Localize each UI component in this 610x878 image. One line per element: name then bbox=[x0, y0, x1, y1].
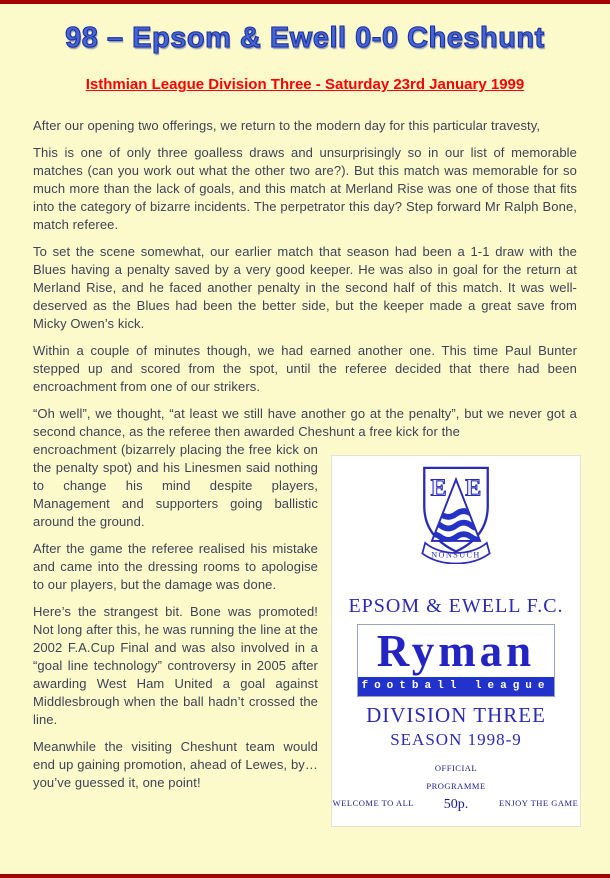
welcome-text: WELCOME TO ALL bbox=[332, 798, 414, 808]
paragraph: After our opening two offerings, we return to the modern day for this particular travesty, bbox=[33, 118, 541, 133]
crest-motto: NONSUCH bbox=[431, 550, 481, 560]
article-body bbox=[33, 117, 579, 812]
cover-footer bbox=[332, 759, 580, 814]
page-subtitle: Isthmian League Division Three - Saturday 23rd January 1999 bbox=[85, 76, 525, 93]
price-text: 50p. bbox=[443, 797, 469, 812]
paragraph: After the game the referee realised his mistake and came into the dressing rooms to apologise to our players, but the damage was done. bbox=[33, 541, 318, 592]
enjoy-text: ENJOY THE GAME bbox=[499, 798, 579, 808]
league-name: Ryman bbox=[376, 626, 536, 676]
svg-text:E: E bbox=[430, 475, 447, 502]
paragraph: Meanwhile the visiting Cheshunt team would end up gaining promotion, ahead of Lewes, by… you’ve guessed it, one point! bbox=[33, 739, 318, 790]
paragraph: Within a couple of minutes though, we had earned another one. This time Paul Bunter stepped up and scored from the spot, until the referee decided that there had been encroachment from one of our strikers. bbox=[33, 343, 577, 394]
division-label: DIVISION THREE bbox=[366, 703, 546, 727]
page-title: 98 – Epsom & Ewell 0-0 Cheshunt bbox=[65, 22, 545, 54]
bottom-divider-bar bbox=[0, 874, 610, 878]
paragraph: “Oh well”, we thought, “at least we still have another go at the penalty”, but we never got a second chance, as the referee then awarded Cheshunt a free kick for the bbox=[33, 406, 577, 439]
top-divider-bar bbox=[0, 0, 610, 4]
paragraph: This is one of only three goalless draws and unsurprisingly so in our list of memorable matches (can you work out what the other two are?). But this match was memorable for so much more than the lack of goals, and this match at Merland Rise was one of those that fits into the category of bizarre incidents. The perpetrator this day? Step forward Mr Ralph Bone, match referee. bbox=[33, 145, 577, 232]
league-logo bbox=[357, 624, 555, 697]
official-programme-text: OFFICIAL PROGRAMME bbox=[426, 763, 486, 791]
paragraph: encroachment (bizarrely placing the free kick on the penalty spot) and his Linesmen said nothing to change his mind despite players, Management and supporters going ballistic around the ground. bbox=[33, 442, 318, 529]
svg-text:E: E bbox=[465, 475, 482, 502]
club-name: EPSOM & EWELL F.C. bbox=[348, 595, 564, 617]
season-label: SEASON 1998-9 bbox=[390, 730, 522, 749]
paragraph: To set the scene somewhat, our earlier match that season had been a 1-1 draw with the Blues having a penalty saved by a very good keeper. He was also in goal for the return at Merland Rise, and he faced another penalty in the second half of this match. It was well-deserved as the Blues had been the better side, but the keeper made a great save from Micky Owen’s kick. bbox=[33, 244, 577, 331]
club-crest-icon bbox=[417, 464, 495, 564]
programme-cover-image bbox=[331, 455, 581, 827]
league-sub-banner: football league bbox=[358, 677, 554, 696]
paragraph: Here’s the strangest bit. Bone was promoted! Not long after this, he was running the line at the 2002 F.A.Cup Final and was also involved in a “goal line technology” controversy in 2005 after awarding West Ham United a goal against Middlesbrough when the ball hadn’t crossed the line. bbox=[33, 604, 318, 727]
